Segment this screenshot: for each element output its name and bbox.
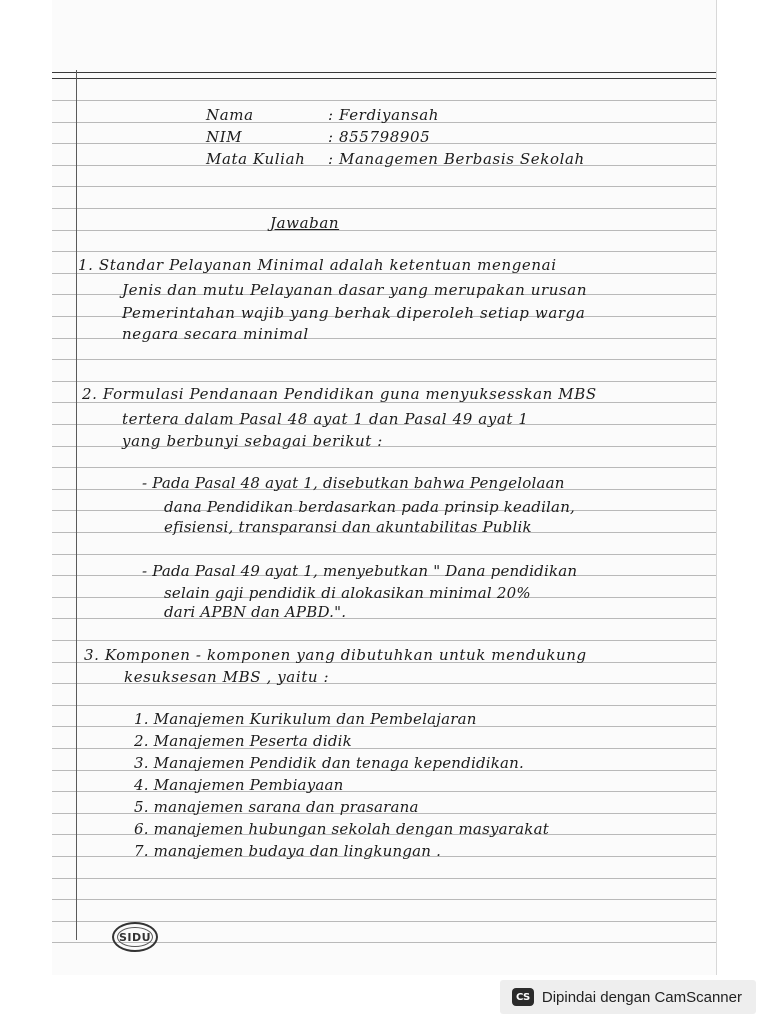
ruled-line bbox=[52, 381, 716, 382]
ruled-line bbox=[52, 208, 716, 209]
ruled-line bbox=[52, 921, 716, 922]
answer2-bullet1-line: - Pada Pasal 48 ayat 1, disebutkan bahwa Pengelolaan bbox=[142, 474, 565, 492]
answer3-item: 7. manajemen budaya dan lingkungan . bbox=[134, 842, 442, 860]
ruled-line bbox=[52, 78, 716, 79]
answer1-line: Jenis dan mutu Pelayanan dasar yang merupakan urusan bbox=[122, 281, 588, 299]
sidu-logo-text: SIDU bbox=[118, 930, 152, 944]
ruled-line bbox=[52, 554, 716, 555]
answer2-line: tertera dalam Pasal 48 ayat 1 dan Pasal 49 ayat 1 bbox=[122, 410, 529, 428]
mata-kuliah-value: : Managemen Berbasis Sekolah bbox=[328, 150, 585, 168]
ruled-line bbox=[52, 705, 716, 706]
answer1-line: Pemerintahan wajib yang berhak diperoleh setiap warga bbox=[122, 304, 586, 322]
ruled-line bbox=[52, 230, 716, 231]
camscanner-watermark bbox=[500, 980, 756, 1014]
answer3-item: 5. manajemen sarana dan prasarana bbox=[134, 798, 419, 816]
margin-line bbox=[76, 70, 77, 940]
ruled-line bbox=[52, 251, 716, 252]
notebook-page bbox=[52, 0, 717, 975]
answer1-line: negara secara minimal bbox=[122, 325, 309, 343]
ruled-line bbox=[52, 359, 716, 360]
camscanner-watermark-text: Dipindai dengan CamScanner bbox=[541, 988, 742, 1006]
answer3-line: kesuksesan MBS , yaitu : bbox=[124, 668, 330, 686]
answer2-line: 2. Formulasi Pendanaan Pendidikan guna menyuksesskan MBS bbox=[82, 385, 597, 403]
ruled-line bbox=[52, 640, 716, 641]
ruled-line bbox=[52, 186, 716, 187]
ruled-line bbox=[52, 878, 716, 879]
answer3-item: 3. Manajemen Pendidik dan tenaga kependidikan. bbox=[134, 754, 525, 772]
answer3-item: 4. Manajemen Pembiayaan bbox=[134, 776, 344, 794]
sidu-logo-stamp bbox=[112, 922, 158, 952]
nim-label: NIM bbox=[206, 128, 243, 146]
answer3-line: 3. Komponen - komponen yang dibutuhkan untuk mendukung bbox=[84, 646, 587, 664]
answer2-bullet2-line: selain gaji pendidik di alokasikan minimal 20% bbox=[164, 584, 531, 602]
page-title: Jawaban bbox=[270, 214, 340, 232]
answer2-bullet1-line: dana Pendidikan berdasarkan pada prinsip keadilan, bbox=[164, 498, 576, 516]
ruled-line bbox=[52, 899, 716, 900]
ruled-line bbox=[52, 467, 716, 468]
answer2-line: yang berbunyi sebagai berikut : bbox=[122, 432, 383, 450]
nama-value: : Ferdiyansah bbox=[328, 106, 440, 124]
ruled-line bbox=[52, 618, 716, 619]
answer1-line: 1. Standar Pelayanan Minimal adalah ketentuan mengenai bbox=[78, 256, 557, 274]
answer2-bullet1-line: efisiensi, transparansi dan akuntabilitas Publik bbox=[164, 518, 532, 536]
answer3-item: 6. manajemen hubungan sekolah dengan masyarakat bbox=[134, 820, 549, 838]
nama-label: Nama bbox=[206, 106, 254, 124]
answer3-item: 1. Manajemen Kurikulum dan Pembelajaran bbox=[134, 710, 477, 728]
ruled-line bbox=[52, 100, 716, 101]
camscanner-logo-icon: CS bbox=[512, 988, 534, 1006]
answer2-bullet2-line: - Pada Pasal 49 ayat 1, menyebutkan " Dana pendidikan bbox=[142, 562, 578, 580]
nim-value: : 855798905 bbox=[328, 128, 431, 146]
ruled-line bbox=[52, 72, 716, 73]
answer3-item: 2. Manajemen Peserta didik bbox=[134, 732, 352, 750]
answer2-bullet2-line: dari APBN dan APBD.". bbox=[164, 603, 347, 621]
mata-kuliah-label: Mata Kuliah bbox=[206, 150, 306, 168]
